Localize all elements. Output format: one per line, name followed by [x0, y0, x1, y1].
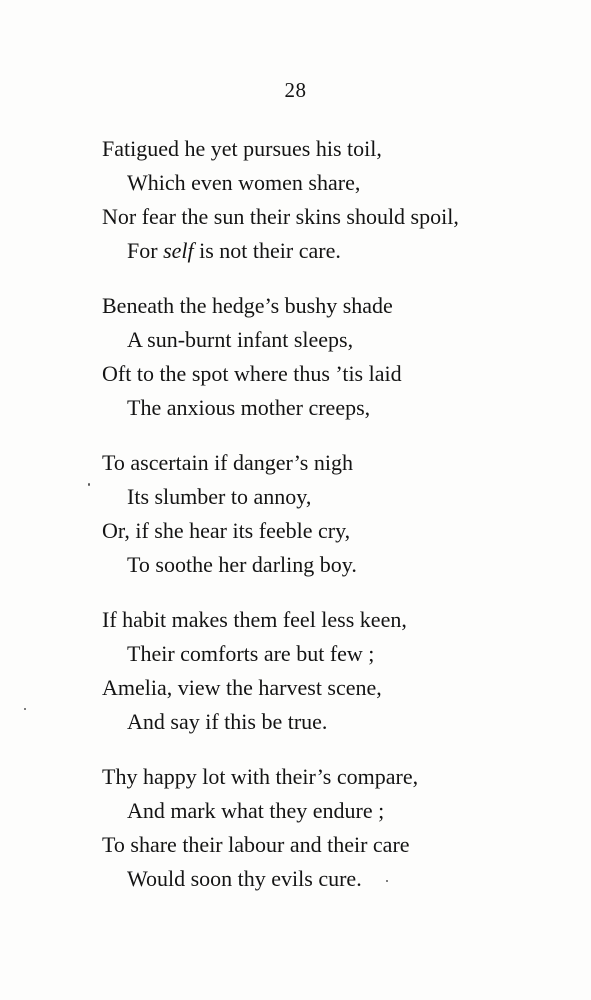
line-text: Or, if she hear its feeble cry, [102, 518, 351, 543]
line-text: And mark what they endure ; [127, 798, 385, 823]
scan-speck [88, 483, 90, 486]
line-text: Which even women share, [127, 170, 361, 195]
poem-line [0, 323, 591, 357]
page-number: 28 [284, 78, 307, 102]
line-text: Oft to the spot where thus ’tis laid [102, 361, 402, 386]
poem-line [0, 391, 591, 425]
poem [0, 132, 591, 917]
poem-line [0, 705, 591, 739]
poem-line [0, 671, 591, 705]
line-text: For [127, 238, 164, 263]
poem-line [0, 637, 591, 671]
line-text: And say if this be true. [127, 709, 328, 734]
stanza [0, 760, 591, 896]
poem-line [0, 514, 591, 548]
poem-line [0, 200, 591, 234]
poem-line [0, 234, 591, 268]
line-text: To soothe her darling boy. [127, 552, 357, 577]
stanza [0, 132, 591, 268]
line-text: Its slumber to annoy, [127, 484, 312, 509]
line-text: Fatigued he yet pursues his toil, [102, 136, 382, 161]
scan-speck [386, 880, 388, 882]
line-text: To ascertain if danger’s nigh [102, 450, 353, 475]
stanza [0, 603, 591, 739]
poem-line [0, 603, 591, 637]
line-text: Amelia, view the harvest scene, [102, 675, 382, 700]
poem-line [0, 289, 591, 323]
poem-line [0, 446, 591, 480]
scan-speck [24, 708, 26, 710]
line-text: Beneath the hedge’s bushy shade [102, 293, 393, 318]
poem-line [0, 357, 591, 391]
line-text: Would soon thy evils cure. [127, 866, 362, 891]
poem-line [0, 760, 591, 794]
line-text: Thy happy lot with their’s compare, [102, 764, 419, 789]
line-text: If habit makes them feel less keen, [102, 607, 407, 632]
italic-text: self [163, 238, 194, 263]
poem-line [0, 548, 591, 582]
poem-line [0, 862, 591, 896]
poem-line [0, 132, 591, 166]
line-text: To share their labour and their care [102, 832, 410, 857]
line-text: The anxious mother creeps, [127, 395, 371, 420]
poem-line [0, 794, 591, 828]
poem-line [0, 166, 591, 200]
stanza [0, 446, 591, 582]
line-text: A sun-burnt infant sleeps, [127, 327, 354, 352]
line-text: Nor fear the sun their skins should spoil, [102, 204, 459, 229]
poem-line [0, 828, 591, 862]
line-text: is not their care. [193, 238, 341, 263]
line-text: Their comforts are but few ; [127, 641, 375, 666]
stanza [0, 289, 591, 425]
